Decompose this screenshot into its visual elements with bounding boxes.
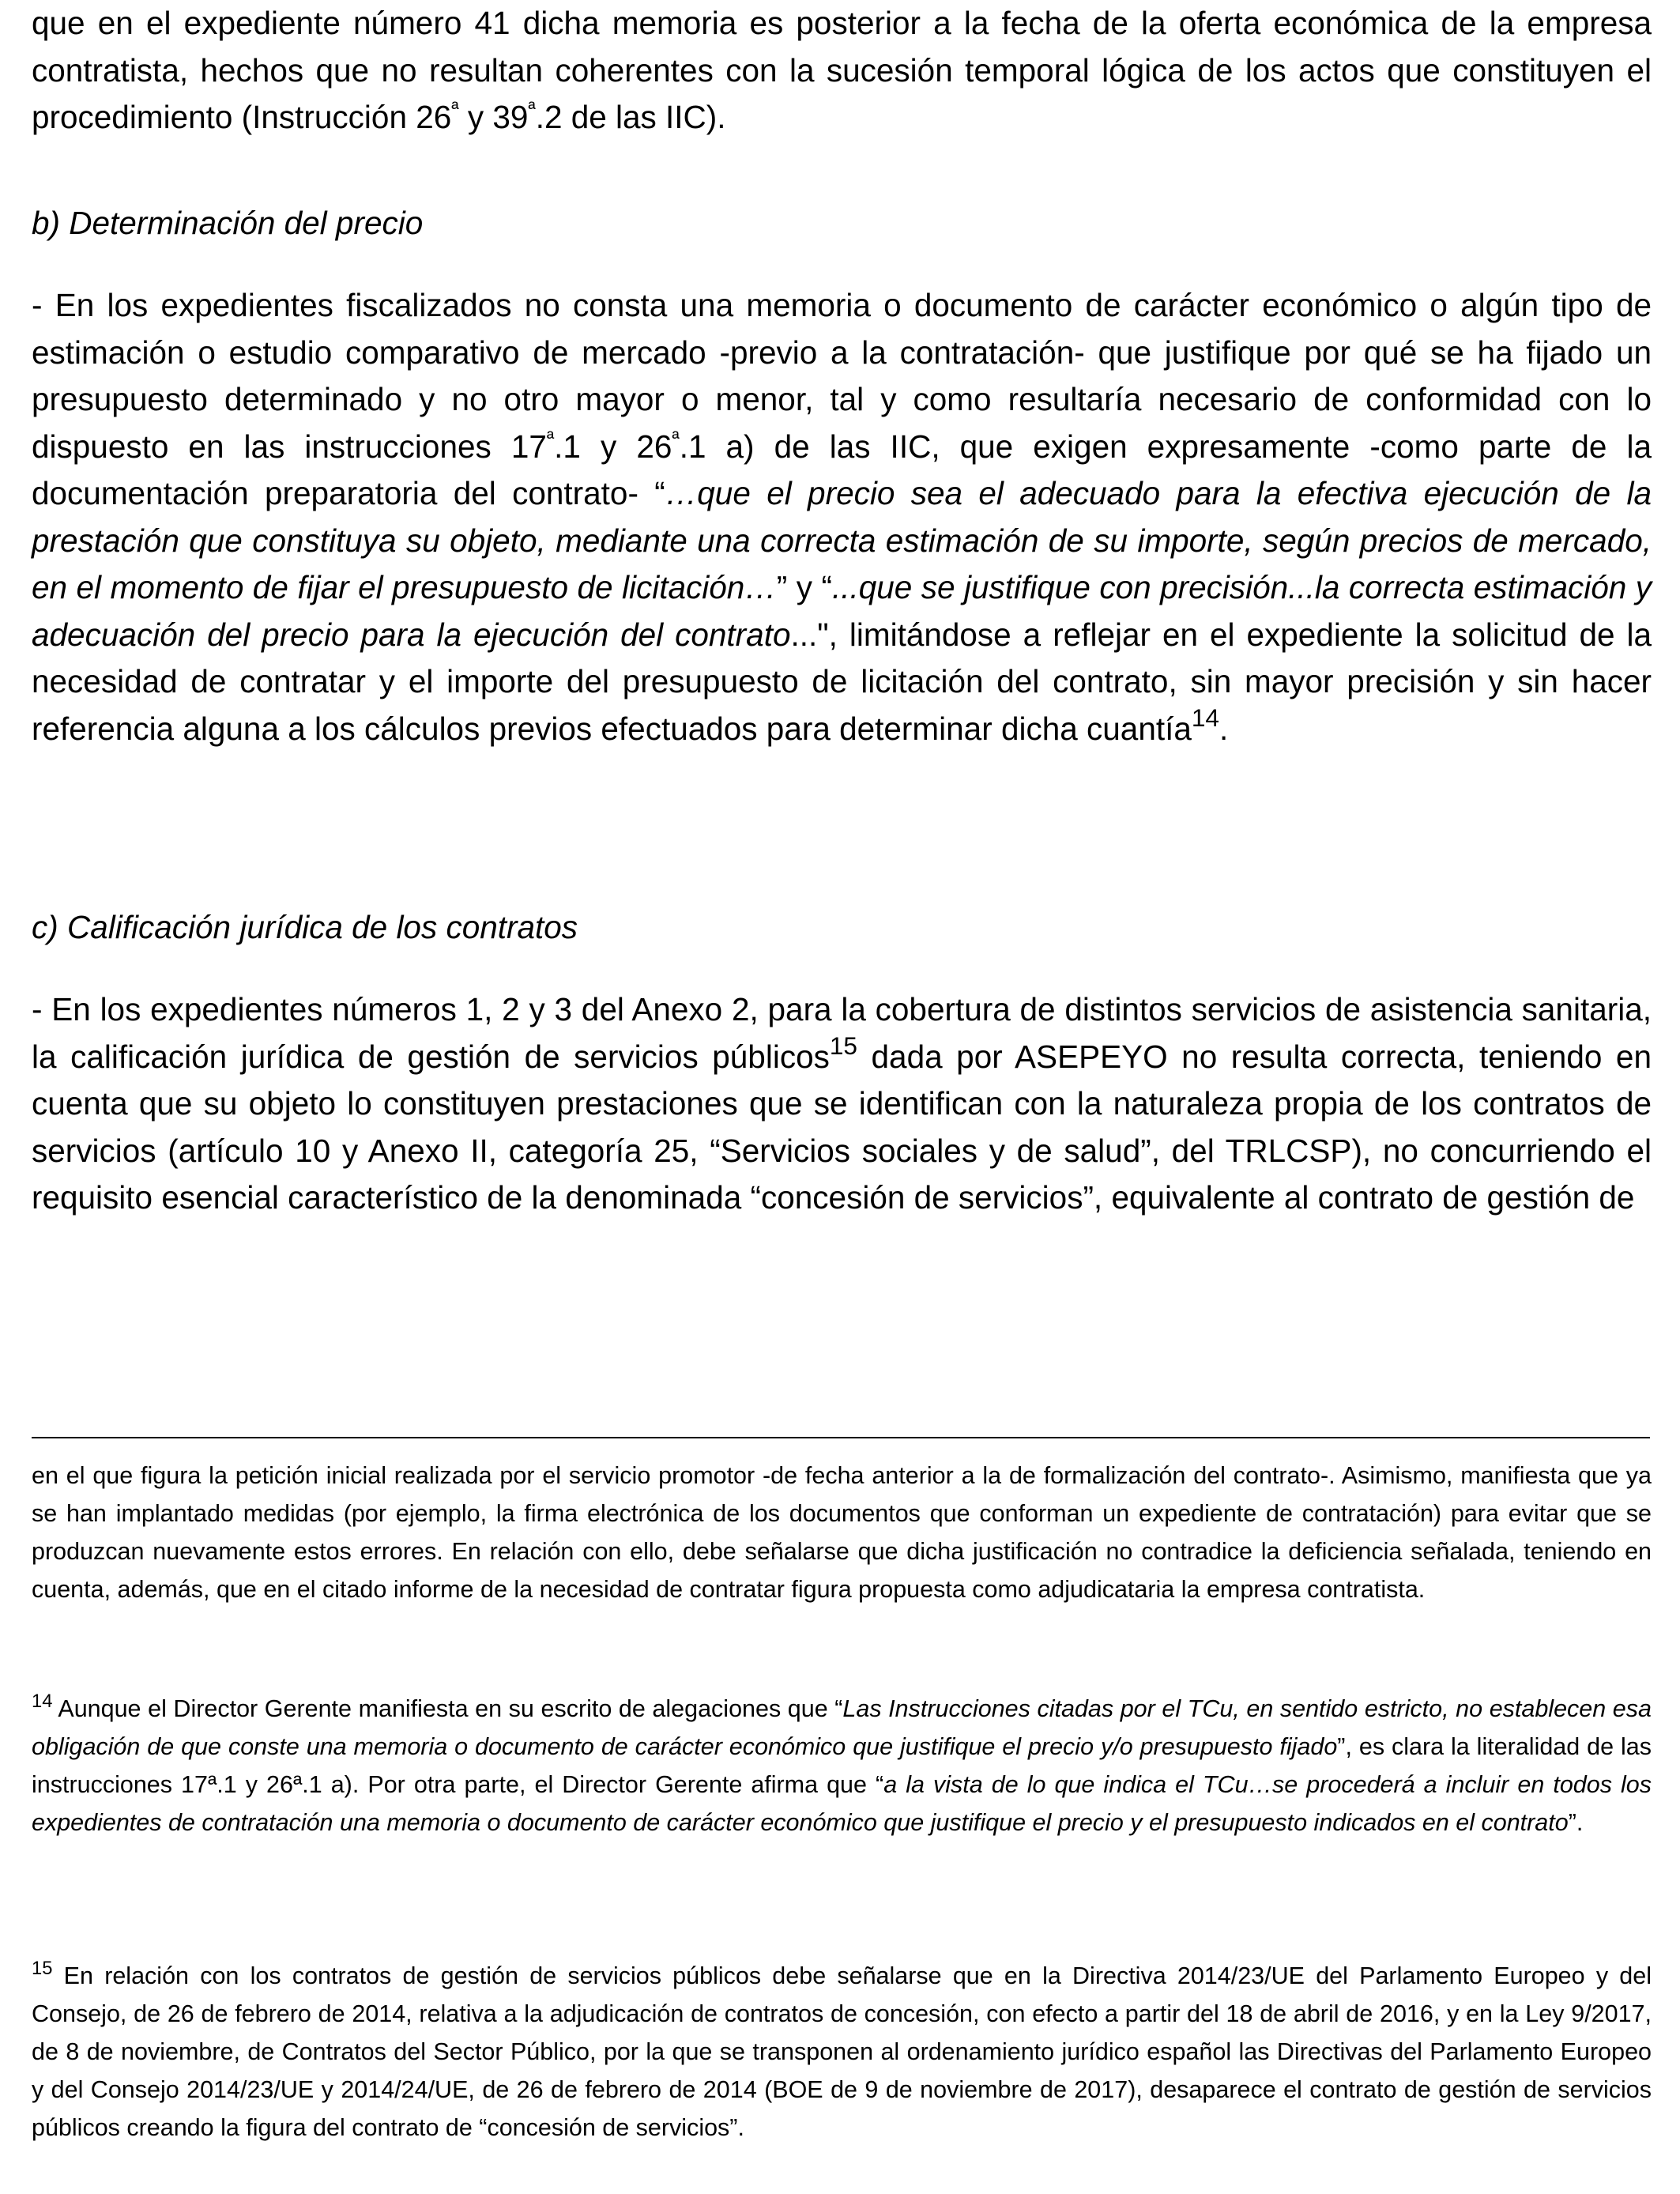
quoted-text: Las Instrucciones citadas por el TCu, en sentido estricto, no establecen esa obligación de que conste una memoria o documento de carácter económico que justifique el precio y/o presupuesto fijado [32,1695,1652,1760]
section-heading-b: b) Determinación del precio [32,205,424,241]
text: ” y “ [776,569,832,605]
footnote-separator [32,1437,1650,1438]
paragraph-b [32,282,1652,752]
paragraph-top [32,0,1652,141]
text: ”, es clara la literalidad de las instrucciones 17ª.1 y 26ª.1 a). Por otra parte, el Director Gerente afirma que “ [32,1733,1652,1798]
text: . [1219,710,1229,747]
text: - En los expedientes fiscalizados no consta una memoria o documento de carácter económico o algún tipo de estimación o estudio comparativo de mercado -previo a la contratación- que justifique por qué se ha fijado un presupuesto determinado y no otro mayor o menor, tal y como resultaría necesario de conformidad con lo dispuesto en las instrucciones 17 [32,287,1652,465]
text: .1 a) de las IIC, que exigen expresamente -como parte de la documentación preparatoria del contrato- “ [32,428,1652,511]
superscript: ª [546,427,555,450]
text: ...", limitándose a reflejar en el expediente la solicitud de la necesidad de contratar y el importe del presupuesto de licitación del contrato, sin mayor precisión y sin hacer referencia alguna a los cálculos previos efectuados para determinar dicha cuantía [32,616,1652,747]
text: Aunque el Director Gerente manifiesta en su escrito de alegaciones que “ [52,1695,843,1722]
quoted-text: ...que se justifique con precisión...la correcta estimación y adecuación del precio para la ejecución del contrato [32,569,1652,653]
superscript: ª [672,427,680,450]
footnote-ref-14[interactable]: 14 [1191,703,1219,733]
footnote-continuation: en el que figura la petición inicial realizada por el servicio promotor -de fecha anterior a la de formalización del contrato-. Asimismo, manifiesta que ya se han implantado medidas (por ejemplo, la firma electrónica de los documentos que conforman un expediente de contratación) para evitar que se produzcan nuevamente estos errores. En relación con ello, debe señalarse que dicha justificación no contradice la deficiencia señalada, teniendo en cuenta, además, que en el citado informe de la necesidad de contratar figura propuesta como adjudicataria la empresa contratista. [32,1462,1652,1603]
superscript: ª [528,98,536,121]
superscript: ª [451,98,459,121]
text: ”. [1568,1809,1584,1836]
text: dada por ASEPEYO no resulta correcta, teniendo en cuenta que su objeto lo constituyen prestaciones que se identifican con la naturaleza propia de los contratos de servicios (artículo 10 y Anexo II, categoría 25, “Servicios sociales y de salud”, del TRLCSP), no concurriendo el requisito esencial característico de la denominada “concesión de servicios”, equivalente al contrato de gestión de [32,1038,1652,1216]
footnote-mark: 15 [32,1957,53,1979]
text: .1 y 26 [554,428,672,465]
text: y 39 [458,99,529,135]
footnote-15 [32,1957,1652,2147]
paragraph-c [32,986,1652,1222]
text: que en el expediente número 41 dicha memoria es posterior a la fecha de la oferta económica de la empresa contratista, hechos que no resultan coherentes con la sucesión temporal lógica de los actos que constituyen el procedimiento (Instrucción 26 [32,5,1652,135]
section-heading-c: c) Calificación jurídica de los contratos [32,909,578,945]
text: En relación con los contratos de gestión de servicios públicos debe señalarse que en la Directiva 2014/23/UE del Parlamento Europeo y del Consejo, de 26 de febrero de 2014, relativa a la adjudicación de contratos de concesión, con efecto a partir del 18 de abril de 2016, y en la Ley 9/2017, de 8 de noviembre, de Contratos del Sector Público, por la que se transponen al ordenamiento jurídico español las Directivas del Parlamento Europeo y del Consejo 2014/23/UE y 2014/24/UE, de 26 de febrero de 2014 (BOE de 9 de noviembre de 2017), desaparece el contrato de gestión de servicios públicos creando la figura del contrato de “concesión de servicios”. [32,1962,1652,2141]
text: .2 de las IIC). [535,99,726,135]
footnote-ref-15[interactable]: 15 [829,1031,857,1061]
quoted-text: a la vista de lo que indica el TCu…se procederá a incluir en todos los expedientes de contratación una memoria o documento de carácter económico que justifique el precio y el presupuesto indicados en el contrato [32,1771,1652,1836]
footnote-14 [32,1690,1652,1842]
text: - En los expedientes números 1, 2 y 3 del Anexo 2, para la cobertura de distintos servicios de asistencia sanitaria, la calificación jurídica de gestión de servicios públicos [32,991,1652,1075]
quoted-text: …que el precio sea el adecuado para la efectiva ejecución de la prestación que constituya su objeto, mediante una correcta estimación de su importe, según precios de mercado, en el momento de fijar el presupuesto de licitación… [32,475,1652,605]
footnote-mark: 14 [32,1690,53,1712]
